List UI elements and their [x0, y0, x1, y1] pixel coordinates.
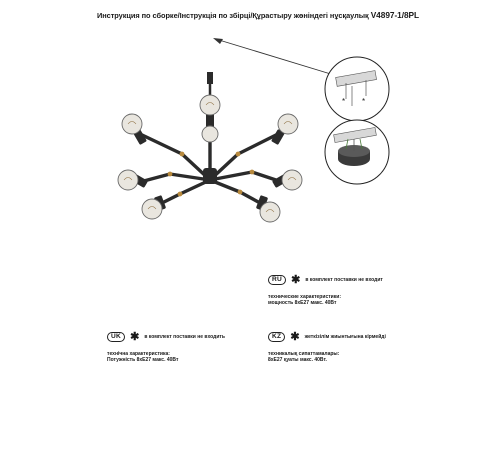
uk-spec-title: технічна характеристика:: [107, 351, 170, 357]
central-hub: [203, 168, 217, 184]
ru-spec-title: технические характеристики:: [268, 294, 341, 300]
asterisk-icon: ✱: [291, 274, 301, 286]
kz-spec-value: 8xE27 қуаты макс. 40Вт.: [268, 357, 327, 364]
ru-section: [268, 275, 383, 306]
ru-not-included-note: в комплект поставки не входит: [305, 276, 383, 283]
star-mark-icon: *: [342, 97, 346, 106]
model-number: V4897-1/8PL: [370, 10, 420, 20]
uk-spec-value: Потужність 8xE27 макс. 40Вт: [107, 357, 179, 364]
pointer-arrow-icon: [211, 37, 336, 77]
kz-spec-title: техникалық сипаттамалары:: [268, 351, 340, 357]
kz-badge: KZ: [268, 332, 285, 342]
svg-text:*: *: [362, 97, 366, 106]
asterisk-icon: ✱: [290, 331, 300, 343]
mounting-plate-detail: [322, 54, 392, 124]
chandelier-illustration: [110, 72, 310, 242]
uk-not-included-note: в комплект поставки не входить: [144, 333, 225, 340]
kz-not-included-note: жеткізілім жиынтығына кірмейді: [304, 333, 386, 340]
uk-section: [107, 332, 225, 363]
ru-badge: RU: [268, 275, 286, 285]
instruction-title: Инструкция по сборке/Інструкція по збірці/Құрастыру жөніндегі нұсқаулық: [97, 11, 369, 20]
canopy-detail: [322, 117, 392, 187]
document-title: [97, 10, 420, 20]
kz-section: [268, 332, 386, 363]
ru-spec-value: мощность 8xE27 макс. 40Вт: [268, 300, 337, 307]
asterisk-icon: ✱: [130, 331, 140, 343]
uk-badge: UK: [107, 332, 125, 342]
